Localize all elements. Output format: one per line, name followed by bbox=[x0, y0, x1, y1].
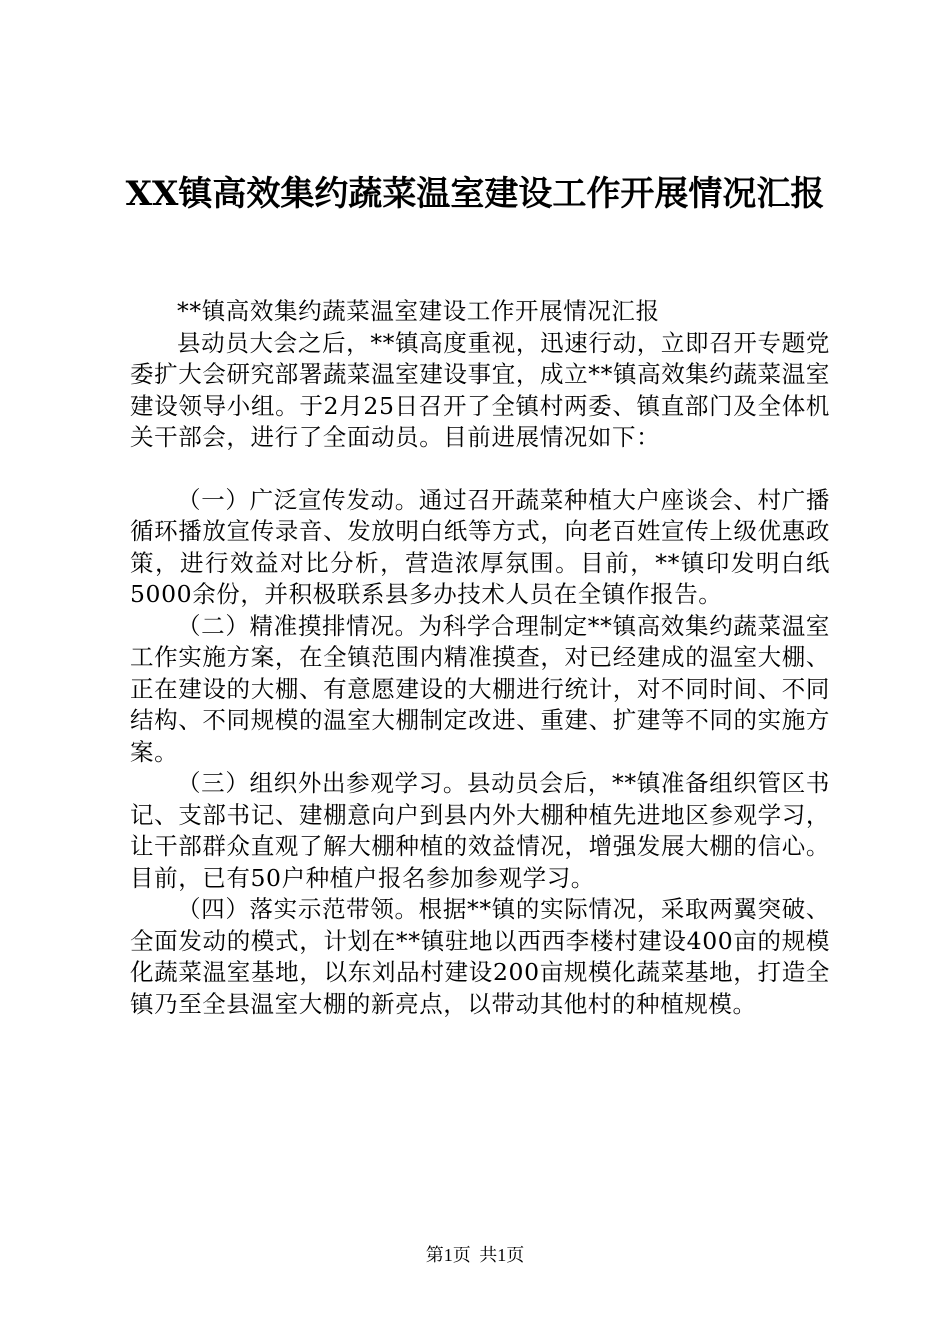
page-total: 共1页 bbox=[479, 1245, 525, 1265]
page-number: 第1页 bbox=[425, 1245, 471, 1265]
section-two-paragraph: （二）精准摸排情况。为科学合理制定**镇高效集约蔬菜温室工作实施方案，在全镇范围内精准摸查，对已经建成的温室大棚、正在建设的大棚、有意愿建设的大棚进行统计，对不同时间、不同结构、不同规模的温室大棚制定改进、重建、扩建等不同的实施方案。 bbox=[130, 611, 830, 766]
subtitle-paragraph: **镇高效集约蔬菜温室建设工作开展情况汇报 bbox=[177, 297, 660, 325]
document-body bbox=[130, 296, 830, 1020]
section-three-paragraph: （三）组织外出参观学习。县动员会后，**镇准备组织管区书记、支部书记、建棚意向户到县内外大棚种植先进地区参观学习，让干部群众直观了解大棚种植的效益情况，增强发展大棚的信心。目前，已有50户种植户报名参加参观学习。 bbox=[130, 769, 830, 892]
document-title: XX镇高效集约蔬菜温室建设工作开展情况汇报 bbox=[125, 174, 825, 214]
section-four-paragraph: （四）落实示范带领。根据**镇的实际情况，采取两翼突破、全面发动的模式，计划在**镇驻地以西西李楼村建设400亩的规模化蔬菜温室基地，以东刘品村建设200亩规模化蔬菜基地，打造全镇乃至全县温室大棚的新亮点，以带动其他村的种植规模。 bbox=[130, 895, 830, 1018]
section-one-paragraph: （一）广泛宣传发动。通过召开蔬菜种植大户座谈会、村广播循环播放宣传录音、发放明白纸等方式，向老百姓宣传上级优惠政策，进行效益对比分析，营造浓厚氛围。目前，**镇印发明白纸5000余份，并积极联系县多办技术人员在全镇作报告。 bbox=[130, 485, 830, 608]
page-footer bbox=[0, 1241, 950, 1267]
intro-paragraph: 县动员大会之后，**镇高度重视，迅速行动，立即召开专题党委扩大会研究部署蔬菜温室建设事宜，成立**镇高效集约蔬菜温室建设领导小组。于2月25日召开了全镇村两委、镇直部门及全体机关干部会，进行了全面动员。目前进展情况如下： bbox=[130, 328, 830, 451]
